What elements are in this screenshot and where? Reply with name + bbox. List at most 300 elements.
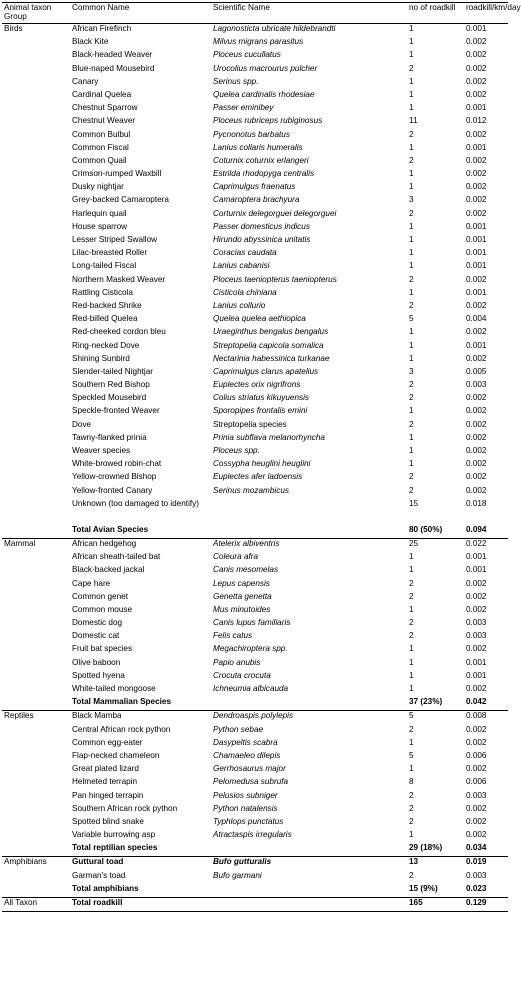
taxon-group-empty bbox=[2, 37, 70, 50]
taxon-group-empty bbox=[2, 565, 70, 578]
scientific-name: Lanius collurio bbox=[213, 300, 266, 310]
taxon-group-empty bbox=[2, 354, 70, 367]
table-row bbox=[2, 644, 508, 657]
table-row bbox=[2, 605, 508, 618]
table-row bbox=[2, 393, 508, 406]
table-row bbox=[2, 209, 508, 222]
table-row bbox=[2, 156, 508, 169]
common-name: Flap-necked chameleon bbox=[72, 750, 160, 760]
roadkill-rate: 0.001 bbox=[466, 261, 487, 271]
roadkill-count: 2 bbox=[409, 393, 414, 403]
total-count: 29 (18%) bbox=[407, 843, 464, 857]
common-name: Dusky nightjar bbox=[72, 182, 124, 192]
scientific-name: Canis mesomelas bbox=[213, 565, 279, 575]
roadkill-rate: 0.018 bbox=[466, 498, 487, 508]
total-count: 80 (50%) bbox=[407, 525, 464, 539]
table-row bbox=[2, 235, 508, 248]
roadkill-count: 1 bbox=[409, 459, 414, 469]
roadkill-count: 1 bbox=[409, 248, 414, 258]
common-name: Speckled Mousebird bbox=[72, 393, 147, 403]
scientific-name: Python natalensis bbox=[213, 803, 278, 813]
scientific-name: Atelerix albiventris bbox=[213, 538, 280, 548]
roadkill-rate: 0.002 bbox=[466, 182, 487, 192]
table-row bbox=[2, 182, 508, 195]
scientific-name: Uraeginthus bengalus bengalus bbox=[213, 327, 329, 337]
scientific-name: Chamaeleo dilepis bbox=[213, 750, 281, 760]
scientific-name: Crocuta crocuta bbox=[213, 670, 271, 680]
taxon-group-empty bbox=[2, 804, 70, 817]
table-row bbox=[2, 169, 508, 182]
roadkill-count: 1 bbox=[409, 764, 414, 774]
table-row bbox=[2, 380, 508, 393]
scientific-name: Bufo gutturalis bbox=[213, 857, 272, 867]
common-name: Southern Red Bishop bbox=[72, 380, 150, 390]
taxon-group-empty bbox=[2, 77, 70, 90]
table-row bbox=[2, 871, 508, 884]
scientific-name: Camaroptera brachyura bbox=[213, 195, 300, 205]
common-name: Variable burrowing asp bbox=[72, 830, 156, 840]
scientific-name: Pycnonotus barbatus bbox=[213, 129, 290, 139]
scientific-name: Dasypeltis scabra bbox=[213, 737, 278, 747]
roadkill-count: 1 bbox=[409, 76, 414, 86]
roadkill-count: 25 bbox=[409, 538, 419, 548]
roadkill-count: 1 bbox=[409, 169, 414, 179]
roadkill-rate: 0.002 bbox=[466, 63, 487, 73]
table-row bbox=[2, 24, 508, 38]
taxon-group-empty bbox=[2, 472, 70, 485]
common-name: Grey-backed Camaroptera bbox=[72, 195, 169, 205]
roadkill-rate: 0.002 bbox=[466, 737, 487, 747]
table-row bbox=[2, 288, 508, 301]
scientific-name: Euplectes orix nigrifrons bbox=[213, 380, 301, 390]
table-row bbox=[2, 275, 508, 288]
table-row bbox=[2, 738, 508, 751]
roadkill-rate: 0.003 bbox=[466, 380, 487, 390]
scientific-name: Papio anubis bbox=[213, 657, 261, 667]
common-name: Fruit bat species bbox=[72, 644, 133, 654]
taxon-group-empty bbox=[2, 420, 70, 433]
taxon-group-empty bbox=[2, 261, 70, 274]
taxon-group: All Taxon bbox=[2, 898, 70, 912]
taxon-group-empty bbox=[2, 499, 70, 525]
roadkill-count: 11 bbox=[409, 116, 418, 126]
scientific-name: Corturnix delegorguei delegorguei bbox=[213, 208, 337, 218]
roadkill-rate: 0.002 bbox=[466, 446, 487, 455]
common-name: Pan hinged terrapin bbox=[72, 790, 144, 800]
taxon-group-empty bbox=[2, 380, 70, 393]
common-name: Common egg-eater bbox=[72, 737, 143, 747]
roadkill-rate: 0.002 bbox=[466, 274, 487, 284]
roadkill-count: 1 bbox=[409, 340, 414, 350]
roadkill-count: 1 bbox=[409, 432, 414, 442]
roadkill-rate: 0.001 bbox=[466, 287, 487, 297]
common-name: White-tailed mongoose bbox=[72, 684, 156, 693]
common-name: Olive baboon bbox=[72, 657, 121, 667]
roadkill-count: 1 bbox=[409, 604, 414, 614]
roadkill-count: 1 bbox=[409, 552, 414, 562]
total-label: Total amphibians bbox=[70, 884, 211, 898]
roadkill-rate: 0.003 bbox=[466, 790, 487, 800]
group-total-row bbox=[2, 697, 508, 711]
common-name: African sheath-tailed bat bbox=[72, 552, 161, 562]
scientific-name: Ploceus cucullatus bbox=[213, 50, 281, 60]
roadkill-count: 2 bbox=[409, 380, 414, 390]
taxon-group-empty bbox=[2, 871, 70, 884]
roadkill-count: 2 bbox=[409, 618, 414, 628]
common-name: Dove bbox=[72, 419, 92, 429]
table-row bbox=[2, 552, 508, 565]
total-scientific-empty bbox=[211, 525, 407, 539]
common-name: Domestic dog bbox=[72, 618, 123, 628]
common-name: Chestnut Weaver bbox=[72, 116, 136, 126]
roadkill-rate: 0.012 bbox=[466, 116, 487, 126]
scientific-name: Quelea quelea aethiopica bbox=[213, 314, 306, 324]
scientific-name: Lepus capensis bbox=[213, 578, 270, 588]
scientific-name: Gerrhosaurus major bbox=[213, 764, 286, 774]
taxon-group-empty bbox=[2, 90, 70, 103]
roadkill-rate: 0.002 bbox=[466, 393, 487, 403]
roadkill-rate: 0.002 bbox=[466, 472, 487, 482]
roadkill-rate: 0.001 bbox=[466, 221, 487, 231]
roadkill-rate: 0.002 bbox=[466, 155, 487, 165]
roadkill-count: 1 bbox=[409, 24, 414, 33]
group-total-row bbox=[2, 898, 508, 912]
roadkill-count: 2 bbox=[409, 591, 414, 601]
roadkill-count: 1 bbox=[409, 235, 414, 244]
roadkill-count: 2 bbox=[409, 419, 414, 429]
total-rate: 0.042 bbox=[464, 697, 508, 711]
total-label: Total reptilian species bbox=[70, 843, 211, 857]
roadkill-count: 2 bbox=[409, 724, 414, 734]
table-row bbox=[2, 354, 508, 367]
total-label: Total Mammalian Species bbox=[70, 697, 211, 711]
table-row bbox=[2, 367, 508, 380]
taxon-group-empty bbox=[2, 446, 70, 459]
taxon-group-empty bbox=[2, 552, 70, 565]
common-name: Lesser Striped Swallow bbox=[72, 235, 158, 244]
taxon-group-empty bbox=[2, 301, 70, 314]
roadkill-count: 2 bbox=[409, 63, 414, 73]
roadkill-rate: 0.001 bbox=[466, 565, 487, 575]
scientific-name: Canis lupus familiaris bbox=[213, 618, 291, 628]
taxon-group-empty bbox=[2, 777, 70, 790]
roadkill-count: 2 bbox=[409, 803, 414, 813]
total-scientific-empty bbox=[211, 898, 407, 912]
roadkill-count: 1 bbox=[409, 261, 414, 271]
common-name: Common Fiscal bbox=[72, 142, 129, 152]
total-label: Total roadkill bbox=[70, 898, 211, 912]
roadkill-rate: 0.002 bbox=[466, 208, 487, 218]
common-name: Cape hare bbox=[72, 578, 111, 588]
taxon-group-empty bbox=[2, 684, 70, 697]
taxon-group-empty bbox=[2, 288, 70, 301]
roadkill-count: 1 bbox=[409, 287, 414, 297]
total-scientific-empty bbox=[211, 697, 407, 711]
table-row bbox=[2, 130, 508, 143]
common-name: Common genet bbox=[72, 591, 128, 601]
scientific-name: Serinus spp. bbox=[213, 76, 259, 86]
table-row bbox=[2, 658, 508, 671]
roadkill-rate: 0.008 bbox=[466, 711, 487, 721]
table-row bbox=[2, 538, 508, 552]
table-row bbox=[2, 618, 508, 631]
roadkill-count: 1 bbox=[409, 89, 414, 99]
scientific-name: Lanius cabanisi bbox=[213, 261, 270, 271]
roadkill-rate: 0.002 bbox=[466, 485, 487, 495]
taxon-group-empty bbox=[2, 525, 70, 539]
scientific-name: Caprimulgus clarus apatelius bbox=[213, 366, 319, 376]
scientific-name: Typhlops punctatus bbox=[213, 816, 284, 826]
scientific-name: Bufo garmani bbox=[213, 870, 262, 880]
table-row bbox=[2, 671, 508, 684]
scientific-name: Ploceus rubriceps rubiginosus bbox=[213, 116, 323, 126]
roadkill-count: 1 bbox=[409, 327, 414, 337]
table-row bbox=[2, 406, 508, 419]
header-roadkill-rate: roadkill/km/day bbox=[464, 3, 508, 24]
roadkill-count: 2 bbox=[409, 485, 414, 495]
taxon-group-empty bbox=[2, 817, 70, 830]
roadkill-rate: 0.002 bbox=[466, 353, 487, 363]
table-row bbox=[2, 261, 508, 274]
common-name: Tawny-flanked prinia bbox=[72, 432, 147, 442]
scientific-name: Megachiroptera spp. bbox=[213, 644, 288, 654]
roadkill-rate: 0.002 bbox=[466, 129, 487, 139]
scientific-name: Mus minutoides bbox=[213, 604, 271, 614]
taxon-group: Birds bbox=[4, 24, 23, 33]
roadkill-rate: 0.019 bbox=[466, 857, 487, 867]
table-row bbox=[2, 301, 508, 314]
roadkill-rate: 0.001 bbox=[466, 24, 487, 33]
roadkill-count: 2 bbox=[409, 155, 414, 165]
roadkill-count: 13 bbox=[409, 857, 419, 867]
total-rate: 0.023 bbox=[464, 884, 508, 898]
roadkill-rate: 0.001 bbox=[466, 103, 487, 113]
taxon-group-empty bbox=[2, 579, 70, 592]
common-name: Domestic cat bbox=[72, 631, 120, 641]
group-total-row bbox=[2, 525, 508, 539]
common-name: Lilac-breasted Roller bbox=[72, 248, 148, 258]
header-scientific-name: Scientific Name bbox=[211, 3, 407, 24]
scientific-name: Colius striatus kikuyuensis bbox=[213, 393, 310, 403]
header-roadkill-count: no of roadkill bbox=[407, 3, 464, 24]
roadkill-rate: 0.001 bbox=[466, 340, 487, 350]
header-common-name: Common Name bbox=[70, 3, 211, 24]
roadkill-rate: 0.001 bbox=[466, 235, 487, 244]
table-row bbox=[2, 420, 508, 433]
common-name: White-browed robin-chat bbox=[72, 459, 162, 469]
roadkill-rate: 0.002 bbox=[466, 37, 487, 47]
taxon-group-empty bbox=[2, 486, 70, 499]
roadkill-rate: 0.002 bbox=[466, 195, 487, 205]
taxon-group-empty bbox=[2, 169, 70, 182]
table-row bbox=[2, 64, 508, 77]
roadkill-rate: 0.003 bbox=[466, 870, 487, 880]
table-row bbox=[2, 817, 508, 830]
scientific-name: Quelea cardinalis rhodesiae bbox=[213, 89, 315, 99]
roadkill-count: 1 bbox=[409, 670, 414, 680]
taxon-group-empty bbox=[2, 738, 70, 751]
roadkill-rate: 0.002 bbox=[466, 604, 487, 614]
roadkill-rate: 0.005 bbox=[466, 366, 487, 376]
taxon-group: Amphibians bbox=[4, 857, 47, 867]
taxon-group-empty bbox=[2, 393, 70, 406]
table-body bbox=[2, 24, 508, 912]
roadkill-count: 1 bbox=[409, 182, 414, 192]
scientific-name: Passer domesticus indicus bbox=[213, 221, 310, 231]
common-name: Chestnut Sparrow bbox=[72, 103, 138, 113]
scientific-name: Pelomedusa subrufa bbox=[213, 777, 289, 787]
roadkill-count: 2 bbox=[409, 578, 414, 588]
roadkill-count: 1 bbox=[409, 565, 414, 575]
taxon-group-empty bbox=[2, 222, 70, 235]
roadkill-rate: 0.002 bbox=[466, 89, 487, 99]
common-name: Slender-tailed Nightjar bbox=[72, 366, 154, 376]
scientific-name: Urocolius macrourus pulcher bbox=[213, 63, 318, 73]
roadkill-count: 1 bbox=[409, 830, 414, 840]
common-name: Common Bulbul bbox=[72, 129, 131, 139]
scientific-name: Coleura afra bbox=[213, 552, 259, 562]
taxon-group-empty bbox=[2, 64, 70, 77]
scientific-name: Sporopipes frontalis emini bbox=[213, 406, 308, 416]
roadkill-rate: 0.001 bbox=[466, 552, 487, 562]
scientific-name: Cisticola chiniana bbox=[213, 287, 277, 297]
table-row bbox=[2, 751, 508, 764]
roadkill-rate: 0.002 bbox=[466, 684, 487, 693]
roadkill-count: 5 bbox=[409, 711, 414, 721]
roadkill-rate: 0.002 bbox=[466, 432, 487, 442]
taxon-group-empty bbox=[2, 644, 70, 657]
scientific-name: Genetta genetta bbox=[213, 591, 272, 601]
scientific-name: Coturnix coturnix erlangeri bbox=[213, 155, 309, 165]
common-name: African hedgehog bbox=[72, 538, 137, 548]
scientific-name: Prinia subflava melanorhyncha bbox=[213, 432, 325, 442]
table-row bbox=[2, 631, 508, 644]
roadkill-count: 2 bbox=[409, 208, 414, 218]
scientific-name: Ploceus taeniopterus taeniopterus bbox=[213, 274, 337, 284]
taxon-group-empty bbox=[2, 235, 70, 248]
table-row bbox=[2, 90, 508, 103]
roadkill-rate: 0.002 bbox=[466, 816, 487, 826]
scientific-name: Passer eminibey bbox=[213, 103, 274, 113]
taxon-group-empty bbox=[2, 884, 70, 898]
taxon-group-empty bbox=[2, 182, 70, 195]
roadkill-rate: 0.003 bbox=[466, 618, 487, 628]
taxon-group-empty bbox=[2, 341, 70, 354]
scientific-name: Atractaspis irregularis bbox=[213, 830, 292, 840]
roadkill-count: 15 bbox=[409, 498, 419, 508]
total-scientific-empty bbox=[211, 843, 407, 857]
roadkill-count: 2 bbox=[409, 274, 414, 284]
total-rate: 0.094 bbox=[464, 525, 508, 539]
taxon-group-empty bbox=[2, 116, 70, 129]
taxon-group-empty bbox=[2, 130, 70, 143]
common-name: Guttural toad bbox=[72, 857, 124, 867]
roadkill-count: 5 bbox=[409, 750, 414, 760]
common-name: Helmeted terrapin bbox=[72, 777, 138, 787]
roadkill-count: 2 bbox=[409, 631, 414, 641]
roadkill-rate: 0.002 bbox=[466, 830, 487, 840]
taxon-group-empty bbox=[2, 433, 70, 446]
taxon-group-empty bbox=[2, 248, 70, 261]
roadkill-count: 8 bbox=[409, 777, 414, 787]
common-name: Blue-naped Mousebird bbox=[72, 63, 155, 73]
roadkill-rate: 0.006 bbox=[466, 750, 487, 760]
common-name: Red-billed Quelea bbox=[72, 314, 138, 324]
group-total-row bbox=[2, 884, 508, 898]
table-row bbox=[2, 195, 508, 208]
total-count: 165 bbox=[407, 898, 464, 912]
common-name: Canary bbox=[72, 76, 99, 86]
table-row bbox=[2, 77, 508, 90]
common-name: Shining Sunbird bbox=[72, 353, 130, 363]
taxon-group-empty bbox=[2, 314, 70, 327]
taxon-group-empty bbox=[2, 751, 70, 764]
table-row bbox=[2, 830, 508, 843]
roadkill-rate: 0.002 bbox=[466, 50, 487, 60]
common-name: Black Mamba bbox=[72, 711, 122, 721]
table-row bbox=[2, 499, 508, 525]
scientific-name bbox=[211, 499, 407, 525]
table-row bbox=[2, 791, 508, 804]
taxon-group-empty bbox=[2, 209, 70, 222]
common-name: Red-backed Shrike bbox=[72, 300, 142, 310]
roadkill-count: 3 bbox=[409, 366, 414, 376]
roadkill-count: 1 bbox=[409, 737, 414, 747]
taxon-group: Mammal bbox=[4, 538, 36, 548]
table-row bbox=[2, 565, 508, 578]
taxon-group-empty bbox=[2, 843, 70, 857]
taxon-group-empty bbox=[2, 631, 70, 644]
roadkill-count: 1 bbox=[409, 221, 414, 231]
roadkill-rate: 0.002 bbox=[466, 724, 487, 734]
scientific-name: Ploceus spp. bbox=[213, 446, 260, 455]
table-row bbox=[2, 143, 508, 156]
scientific-name: Nectarinia habessinica turkanae bbox=[213, 353, 330, 363]
common-name: Crimson-rumped Waxbill bbox=[72, 169, 162, 179]
roadkill-rate: 0.002 bbox=[466, 76, 487, 86]
roadkill-rate: 0.004 bbox=[466, 314, 487, 324]
table-row bbox=[2, 327, 508, 340]
roadkill-count: 1 bbox=[409, 50, 414, 60]
roadkill-count: 1 bbox=[409, 142, 414, 152]
common-name: Yellow-crowned Bishop bbox=[72, 472, 157, 482]
common-name: Common mouse bbox=[72, 604, 133, 614]
taxon-group-empty bbox=[2, 327, 70, 340]
roadkill-count: 1 bbox=[409, 684, 414, 693]
common-name: Southern African rock python bbox=[72, 803, 178, 813]
table-row bbox=[2, 579, 508, 592]
roadkill-table bbox=[2, 2, 521, 912]
taxon-group-empty bbox=[2, 605, 70, 618]
scientific-name: Streptopelia species bbox=[213, 419, 287, 429]
roadkill-count: 5 bbox=[409, 314, 414, 324]
taxon-group-empty bbox=[2, 830, 70, 843]
roadkill-count: 1 bbox=[409, 353, 414, 363]
scientific-name: Lanius collaris humeralis bbox=[213, 142, 303, 152]
scientific-name: Estrilda rhodopyga centralis bbox=[213, 169, 315, 179]
common-name: Rattling Cisticola bbox=[72, 287, 133, 297]
taxon-group-empty bbox=[2, 195, 70, 208]
roadkill-rate: 0.001 bbox=[466, 670, 487, 680]
scientific-name: Coracias caudata bbox=[213, 248, 277, 258]
table-row bbox=[2, 341, 508, 354]
roadkill-rate: 0.002 bbox=[466, 764, 487, 774]
roadkill-count: 2 bbox=[409, 300, 414, 310]
table-row bbox=[2, 711, 508, 725]
table-row bbox=[2, 804, 508, 817]
common-name: Speckle-fronted Weaver bbox=[72, 406, 160, 416]
taxon-group-empty bbox=[2, 406, 70, 419]
